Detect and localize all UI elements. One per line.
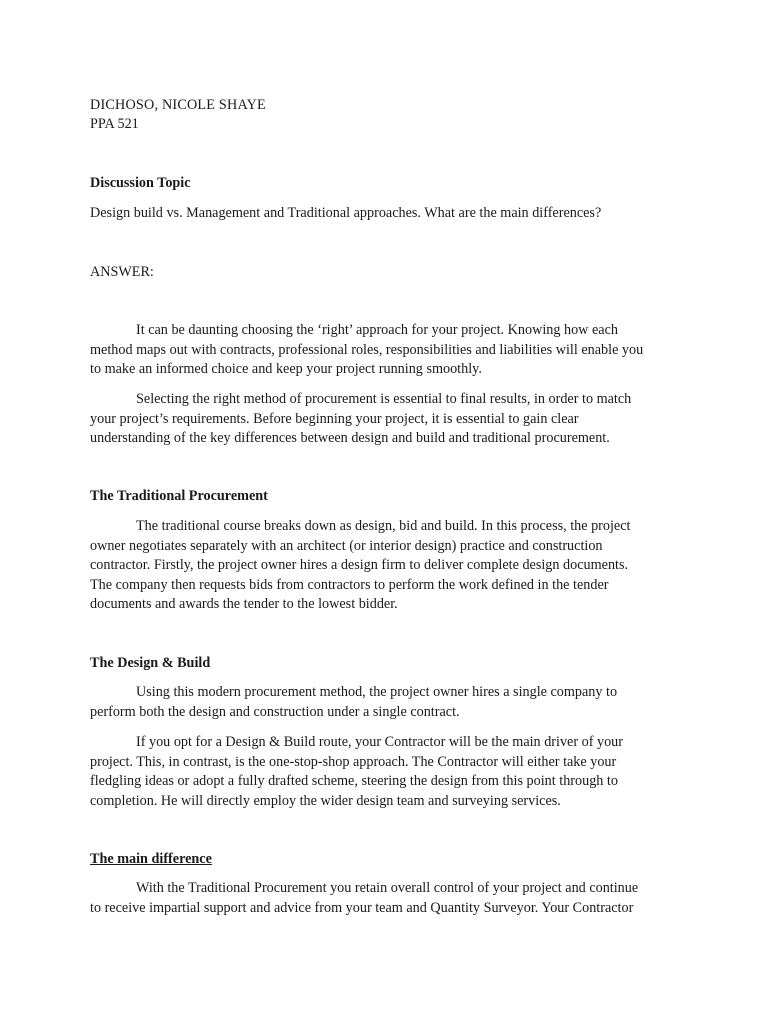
traditional-paragraph-1 (90, 517, 630, 615)
topic-heading: Discussion Topic (90, 175, 191, 191)
paragraph-line: to make an informed choice and keep your project running smoothly. (90, 361, 482, 377)
paragraph-line: understanding of the key differences between design and build and traditional procurement. (90, 430, 610, 446)
answer-label: ANSWER: (90, 264, 154, 280)
design-build-paragraph-1 (90, 683, 617, 722)
paragraph-line: to receive impartial support and advice from your team and Quantity Surveyor. Your Contractor (90, 899, 634, 916)
paragraph-line: fledgling ideas or adopt a fully drafted scheme, steering the design from this point through to (90, 773, 618, 789)
design-build-paragraph-2 (90, 733, 623, 811)
paragraph-line: perform both the design and construction under a single contract. (90, 703, 460, 720)
design-build-heading: The Design & Build (90, 655, 211, 671)
paragraph-line: completion. He will directly employ the wider design team and surveying services. (90, 792, 561, 809)
paragraph-line: Using this modern procurement method, the project owner hires a single company to (136, 684, 618, 700)
paragraph-line: project. This, in contrast, is the one-stop-shop approach. The Contractor will either take your (90, 753, 617, 770)
course-code: PPA 521 (90, 116, 139, 132)
paragraph-line: your project’s requirements. Before beginning your project, it is essential to gain clear (90, 410, 579, 427)
paragraph-line: With the Traditional Procurement you retain overall control of your project and continue (136, 880, 639, 896)
paragraph-line: If you opt for a Design & Build route, your Contractor will be the main driver of your (136, 734, 623, 750)
paragraph-line: The company then requests bids from contractors to perform the work defined in the tender (90, 576, 609, 593)
main-difference-paragraph-1 (90, 879, 638, 918)
paragraph-line: contractor. Firstly, the project owner hires a design firm to deliver complete design documents. (90, 557, 629, 573)
paragraph-line: documents and awards the tender to the lowest bidder. (90, 596, 398, 612)
paragraph-line: owner negotiates separately with an architect (or interior design) practice and construction (90, 537, 603, 554)
paragraph-line: The traditional course breaks down as design, bid and build. In this process, the project (136, 518, 631, 534)
traditional-heading: The Traditional Procurement (90, 488, 268, 504)
paragraph-line: Selecting the right method of procurement is essential to final results, in order to match (136, 391, 632, 407)
main-difference-heading: The main difference (90, 851, 212, 867)
author-name: DICHOSO, NICOLE SHAYE (90, 97, 266, 113)
paragraph-line: method maps out with contracts, professional roles, responsibilities and liabilities will enable you (90, 341, 644, 358)
paragraph-line: It can be daunting choosing the ‘right’ approach for your project. Knowing how each (136, 322, 618, 338)
topic-question: Design build vs. Management and Traditional approaches. What are the main differences? (90, 205, 602, 221)
intro-paragraph-2 (90, 390, 631, 449)
intro-paragraph-1 (90, 321, 643, 380)
